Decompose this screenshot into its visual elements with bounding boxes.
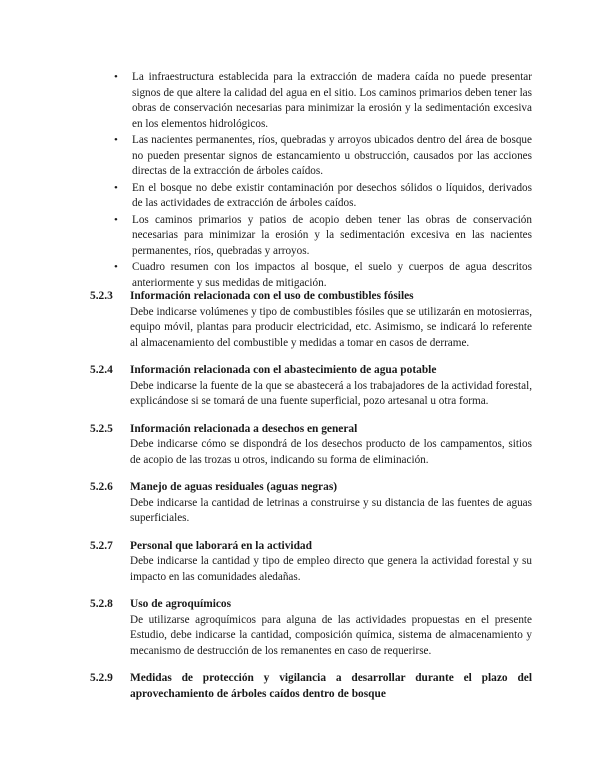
- section-body: Debe indicarse la cantidad de letrinas a construirse y su distancia de las fuentes de aguas superficiales.: [130, 496, 532, 524]
- section-body: Debe indicarse la cantidad y tipo de empleo directo que genera la actividad forestal y su impacto en las comunidades aledañas.: [130, 555, 532, 583]
- bullet-icon: •: [114, 261, 118, 273]
- section-5-2-3: [90, 289, 532, 351]
- section-number: 5.2.8: [90, 598, 113, 610]
- section-5-2-6: [90, 480, 532, 527]
- sections: [90, 289, 532, 714]
- section-body: Debe indicarse volúmenes y tipo de combustibles fósiles que se utilizarán en motosierras, equipo móvil, plantas para producir electricidad, etc. Asimismo, se indicará lo referente al almacenamiento del combustible y medidas a tomar en casos de derrame.: [130, 305, 532, 349]
- list-item: [108, 133, 532, 180]
- section-title: Personal que laborará en la actividad: [130, 539, 312, 552]
- list-item: [108, 260, 532, 291]
- section-5-2-7: [90, 539, 532, 586]
- section-5-2-9: [90, 671, 532, 702]
- section-heading: [90, 422, 532, 438]
- section-title: Manejo de aguas residuales (aguas negras): [130, 481, 338, 493]
- section-title: Medidas de protección y vigilancia a desarrollar durante el plazo del aprovechamiento de árboles caídos dentro de bosque: [130, 672, 532, 700]
- list-item: [108, 70, 532, 132]
- bullet-text: Los caminos primarios y patios de acopio deben tener las obras de conservación necesarias para minimizar la erosión y la sedimentación excesiva en las nacientes permanentes, ríos, quebradas y arroyos.: [132, 213, 532, 257]
- section-number: 5.2.9: [90, 672, 113, 684]
- section-number: 5.2.5: [90, 422, 113, 435]
- section-heading: [90, 671, 532, 702]
- section-5-2-5: [90, 422, 532, 469]
- section-heading: [90, 480, 532, 496]
- section-5-2-4: [90, 363, 532, 410]
- bullet-icon: •: [114, 213, 118, 226]
- bullet-text: En el bosque no debe existir contaminación por desechos sólidos o líquidos, derivados de las actividades de extracción de árboles caídos.: [132, 181, 532, 209]
- section-number: 5.2.6: [90, 481, 113, 493]
- bullet-list: [108, 70, 532, 292]
- bullet-text: Cuadro resumen con los impactos al bosque, el suelo y cuerpos de agua descritos anteriormente y sus medidas de mitigación.: [132, 261, 532, 289]
- bullet-icon: •: [114, 134, 118, 146]
- section-heading: [90, 539, 532, 555]
- section-title: Información relacionada con el uso de combustibles fósiles: [130, 290, 414, 302]
- section-title: Información relacionada con el abastecimiento de agua potable: [130, 364, 437, 376]
- bullet-icon: •: [114, 181, 118, 194]
- section-5-2-8: [90, 597, 532, 659]
- section-body: Debe indicarse cómo se dispondrá de los desechos producto de los campamentos, sitios de acopio de las trozas u otros, indicando su forma de eliminación.: [130, 438, 532, 466]
- bullet-text: Las nacientes permanentes, ríos, quebradas y arroyos ubicados dentro del área de bosque no pueden presentar signos de estancamiento u obstrucción, causados por las acciones directas de la extracción de árboles caídos.: [132, 134, 532, 177]
- section-title: Información relacionada a desechos en general: [130, 422, 358, 435]
- list-item: [108, 181, 532, 212]
- section-title: Uso de agroquímicos: [130, 598, 232, 610]
- section-heading: [90, 363, 532, 379]
- bullet-text: La infraestructura establecida para la extracción de madera caída no puede presentar signos de que altere la calidad del agua en el sitio. Los caminos primarios deben tener las obras de conservación necesarias para minimizar la erosión y la sedimentación excesiva en los elementos hidrológicos.: [132, 71, 532, 130]
- section-body: De utilizarse agroquímicos para alguna de las actividades propuestas en el presente Estudio, debe indicarse la cantidad, composición química, sistema de almacenamiento y mecanismo de destrucción de los remanentes en caso de requerirse.: [130, 613, 532, 657]
- section-heading: [90, 289, 532, 305]
- section-body: Debe indicarse la fuente de la que se abastecerá a los trabajadores de la actividad forestal, explicándose si se tomará de una fuente superficial, pozo artesanal u otra forma.: [130, 379, 532, 407]
- bullet-icon: •: [114, 71, 118, 83]
- section-number: 5.2.7: [90, 539, 113, 552]
- section-number: 5.2.4: [90, 364, 113, 376]
- section-heading: [90, 597, 532, 613]
- section-number: 5.2.3: [90, 290, 113, 302]
- list-item: [108, 213, 532, 260]
